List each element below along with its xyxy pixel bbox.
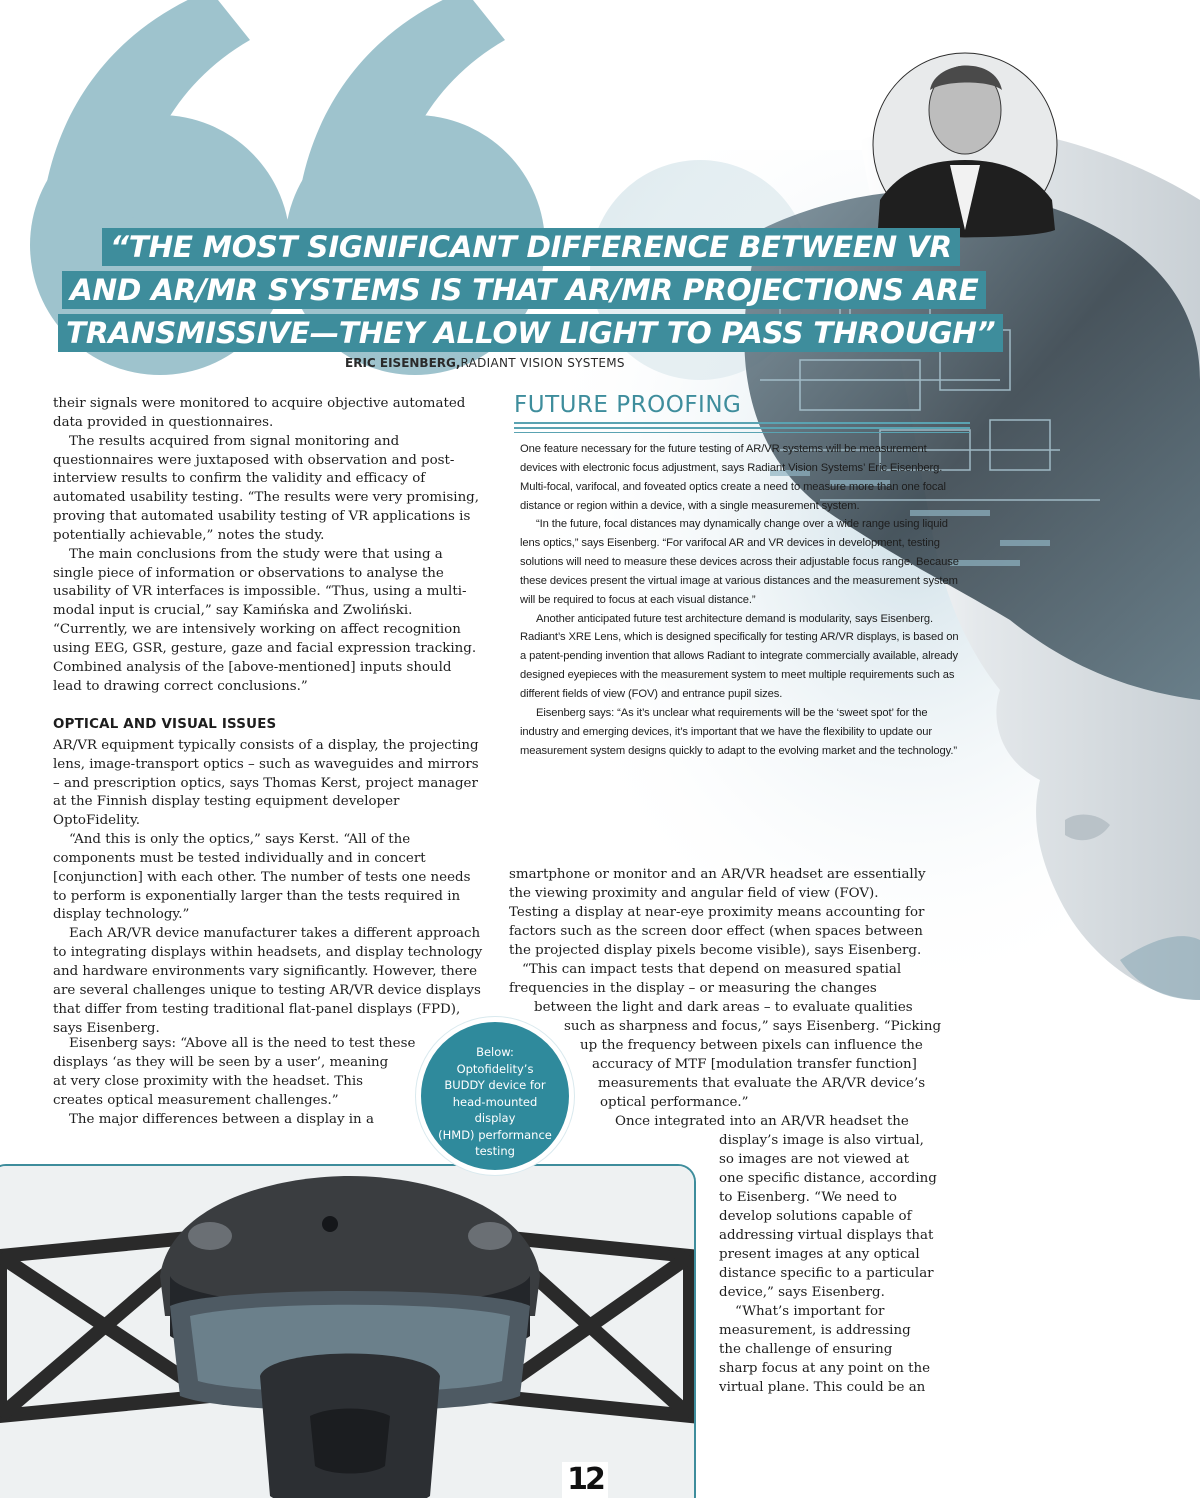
- body-line: to Eisenberg. “We need to: [719, 1190, 897, 1205]
- body-line: develop solutions capable of: [719, 1209, 912, 1224]
- body-paragraph: their signals were monitored to acquire objective automated data provided in questionnaires.: [53, 396, 466, 430]
- body-line: one specific distance, according: [719, 1171, 937, 1186]
- body-line: between the light and dark areas – to evaluate qualities: [534, 1000, 913, 1015]
- body-line: frequencies in the display – or measuring the changes: [509, 981, 877, 996]
- body-line: optical performance.”: [600, 1095, 749, 1110]
- body-line: The major differences between a display in a: [69, 1112, 374, 1127]
- body-line: Once integrated into an AR/VR headset the: [615, 1114, 909, 1129]
- body-line: creates optical measurement challenges.”: [53, 1093, 339, 1108]
- body-line: “What’s important for: [735, 1304, 885, 1319]
- body-paragraph: The main conclusions from the study were that using a single piece of information or observations to analyse the usability of VR interfaces is impossible. “Thus, using a multi-modal input is crucial,” say Kamińska and Zwoliński. “Currently, we are intensively working on affect recognition using EEG, GSR, gesture, gaze and facial expression tracking. Combined analysis of the [above-mentioned] inputs should lead to drawing correct conclusions.”: [53, 546, 477, 694]
- section-subheading: OPTICAL AND VISUAL ISSUES: [53, 717, 277, 732]
- headline-line-2: AND AR/MR SYSTEMS IS THAT AR/MR PROJECTIONS ARE: [62, 271, 986, 309]
- byline-organization: RADIANT VISION SYSTEMS: [460, 356, 625, 370]
- buddy-device-photo: [0, 1164, 696, 1498]
- body-paragraph: Each AR/VR device manufacturer takes a different approach to integrating displays within headsets, and display technology and hardware environments vary significantly. However, there are several challenges unique to testing AR/VR device displays that differ from testing traditional flat-panel displays (FPD), says Eisenberg.: [53, 926, 483, 1036]
- body-line: sharp focus at any point on the: [719, 1361, 931, 1376]
- body-line: “This can impact tests that depend on measured spatial: [522, 962, 902, 977]
- caption-line: (HMD) performance: [438, 1127, 552, 1142]
- optical-section: [53, 716, 483, 1038]
- body-line: such as sharpness and focus,” says Eisenberg. “Picking: [564, 1019, 942, 1034]
- sidebar-rule: [514, 432, 970, 433]
- body-line: virtual plane. This could be an: [719, 1380, 926, 1395]
- body-paragraph: “And this is only the optics,” says Kerst. “All of the components must be tested individually and in concert [conjunction] with each other. The number of tests one needs to perform is exponentially larger than the tests required in display technology.”: [53, 832, 471, 923]
- left-column: [53, 395, 483, 697]
- caption-line: Below:: [476, 1045, 514, 1059]
- body-line: measurement, is addressing: [719, 1323, 911, 1338]
- body-line: display’s image is also virtual,: [719, 1133, 924, 1148]
- sidebar-paragraph: Another anticipated future test architecture demand is modularity, says Eisenberg. Radiant’s XRE Lens, which is designed specifically for testing AR/VR displays, is based on a patent-pending invention that allows Radiant to integrate commercially available, already designed eyepieces with the measurement system to meet multiple requirements such as different fields of view (FOV) and entrance pupil sizes.: [520, 612, 959, 700]
- byline-speaker: ERIC EISENBERG,: [345, 356, 461, 370]
- sidebar-body: [520, 440, 965, 760]
- caption-line: head-mounted display: [452, 1094, 538, 1125]
- speaker-portrait: [873, 53, 1057, 237]
- byline: [345, 356, 625, 370]
- body-line: Eisenberg says: “Above all is the need to test these: [69, 1036, 416, 1051]
- body-paragraph: The results acquired from signal monitoring and questionnaires were juxtaposed with observation and post-interview results to confirm the validity and efficacy of automated usability testing. “The results were very promising, proving that automated usability testing of VR applications is potentially achievable,” notes the study.: [53, 433, 480, 543]
- caption-line: testing: [475, 1144, 515, 1158]
- caption-line: Optofidelity’s: [456, 1061, 534, 1076]
- sidebar-title: FUTURE PROOFING: [514, 392, 742, 418]
- sidebar-rule: [514, 422, 970, 424]
- sidebar-paragraph: Eisenberg says: “As it’s unclear what requirements will be the ‘sweet spot’ for the industry and emerging devices, it’s important that we have the flexibility to update our measurement system designs quickly to adapt to the evolving market and the technology.”: [520, 706, 957, 757]
- body-line: smartphone or monitor and an AR/VR headset are essentially: [509, 867, 926, 882]
- hmd-tester-illustration: [0, 1166, 694, 1498]
- body-line: factors such as the screen door effect (when spaces between: [509, 924, 923, 939]
- body-line: the viewing proximity and angular field of view (FOV).: [509, 886, 879, 901]
- body-line: at very close proximity with the headset. This: [53, 1074, 363, 1089]
- body-line: device,” says Eisenberg.: [719, 1285, 885, 1300]
- body-line: Testing a display at near-eye proximity means accounting for: [509, 905, 925, 920]
- headline-line-1: “THE MOST SIGNIFICANT DIFFERENCE BETWEEN VR: [102, 228, 960, 266]
- body-line: distance specific to a particular: [719, 1266, 934, 1281]
- body-line: displays ‘as they will be seen by a user’, meaning: [53, 1055, 389, 1070]
- sidebar-paragraph: One feature necessary for the future testing of AR/VR systems will be measurement devices with electronic focus adjustment, says Radiant Vision Systems’ Eric Eisenberg. Multi-focal, varifocal, and foveated optics create a need to measure more than one focal distance or region within a device, with a single measurement system.: [520, 443, 946, 512]
- headline-line-3: TRANSMISSIVE—THEY ALLOW LIGHT TO PASS THROUGH”: [58, 314, 1003, 352]
- body-line: present images at any optical: [719, 1247, 920, 1262]
- sidebar-rule: [514, 427, 970, 429]
- body-line: so images are not viewed at: [719, 1152, 910, 1167]
- page-number: 12: [562, 1462, 608, 1498]
- photo-caption: [416, 1017, 574, 1175]
- sidebar-paragraph: “In the future, focal distances may dynamically change over a wide range using liquid lens optics,” says Eisenberg. “For varifocal AR and VR devices in development, testing solutions will need to measure these devices across their adjustable focus range. Because these devices present the virtual image at various distances and the measurement system will be required to focus at each visual distance.”: [520, 518, 959, 606]
- body-line: measurements that evaluate the AR/VR device’s: [598, 1076, 926, 1091]
- caption-line: BUDDY device for: [444, 1078, 546, 1092]
- body-line: up the frequency between pixels can influence the: [580, 1038, 923, 1053]
- body-line: accuracy of MTF [modulation transfer function]: [592, 1057, 917, 1072]
- body-line: the projected display pixels become visible), says Eisenberg.: [509, 943, 922, 958]
- body-line: addressing virtual displays that: [719, 1228, 934, 1243]
- body-line: the challenge of ensuring: [719, 1342, 893, 1357]
- body-paragraph: AR/VR equipment typically consists of a display, the projecting lens, image-transport optics – such as waveguides and mirrors – and prescription optics, says Thomas Kerst, project manager at the Finnish display testing equipment developer OptoFidelity.: [53, 737, 479, 829]
